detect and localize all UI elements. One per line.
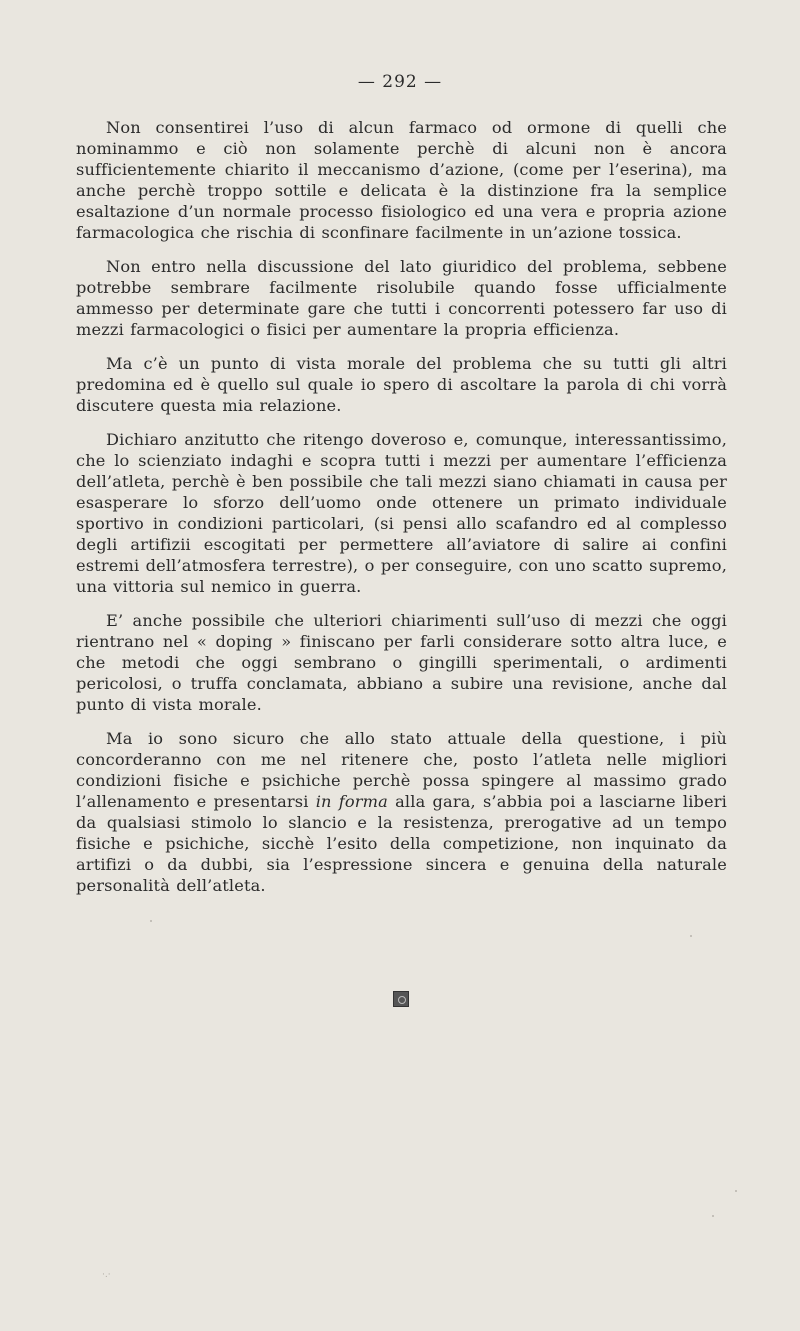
paragraph-4: Dichiaro anzitutto che ritengo doveroso e, comunque, interessantissimo, che lo scienziato indaghi e scopra tutti i mezzi per aumentare l’efficienza dell’atleta, perchè è ben possibile che tali mezzi siano chiamati in causa per esasperare lo sforzo dell’uomo onde ottenere un primato individuale sportivo in condizioni particolari, (si pensi allo scafandro ed al complesso degli artifizii escogitati per permettere all’aviatore di salire ai confini estremi dell’atmosfera terrestre), o per conseguire, con uno scatto supremo, una vittoria sul nemico in guerra. (76, 430, 727, 596)
printer-ornament-icon (393, 991, 409, 1007)
paragraph-3: Ma c’è un punto di vista morale del problema che su tutti gli altri predomina ed è quello sul quale io spero di ascoltare la parola di chi vorrà discutere questa mia relazione. (76, 354, 727, 415)
paper-speck (735, 1190, 737, 1192)
page-number: — 292 — (357, 72, 443, 92)
paragraph-6-start: Ma io sono sicuro che allo stato attuale della questione, i più concorderanno con me nel ritenere che, posto l’atleta nelle migliori condizioni fisiche e psichiche perchè possa spingere al massimo grado l’allenamento e presentarsi (76, 729, 727, 811)
paragraph-6-end: alla gara, s’abbia poi a lasciarne liberi da qualsiasi stimolo lo slancio e la resistenza, prerogative ad un tempo fisiche e psichiche, sicchè l’esito della competizione, non inquinato da artifizi o da dubbi, sia l’espressione sincera e genuina della naturale personalità dell’atleta. (76, 792, 727, 895)
paper-speck (712, 1215, 714, 1217)
paragraph-5: E’ anche possibile che ulteriori chiarimenti sull’uso di mezzi che oggi rientrano nel « doping » finiscano per farli considerare sotto altra luce, e che metodi che oggi sembrano o gingilli sperimentali, o ardimenti pericolosi, o truffa conclamata, abbiano a subire una revisione, anche dal punto di vista morale. (76, 611, 727, 714)
paragraph-2: Non entro nella discussione del lato giuridico del problema, sebbene potrebbe sembrare facilmente risolubile quando fosse ufficialmente ammesso per determinate gare che tutti i concorrenti potessero far uso di mezzi farmacologici o fisici per aumentare la propria efficienza. (76, 257, 727, 339)
paragraph-6-italic: in forma (315, 792, 388, 811)
paper-speck (690, 935, 692, 937)
margin-smudge: ·.· (102, 1270, 111, 1280)
paper-speck (150, 920, 152, 922)
body-text (76, 117, 727, 909)
paragraph-6 (76, 728, 727, 896)
paragraph-1: Non consentirei l’uso di alcun farmaco od ormone di quelli che nominammo e ciò non solamente perchè di alcuni non è ancora sufficientemente chiarito il meccanismo d’azione, (come per l’eserina), ma anche perchè troppo sottile e delicata è la distinzione fra la semplice esaltazione d’un normale processo fisiologico ed una vera e propria azione farmacologica che rischia di sconfinare facilmente in un’azione tossica. (76, 118, 727, 242)
